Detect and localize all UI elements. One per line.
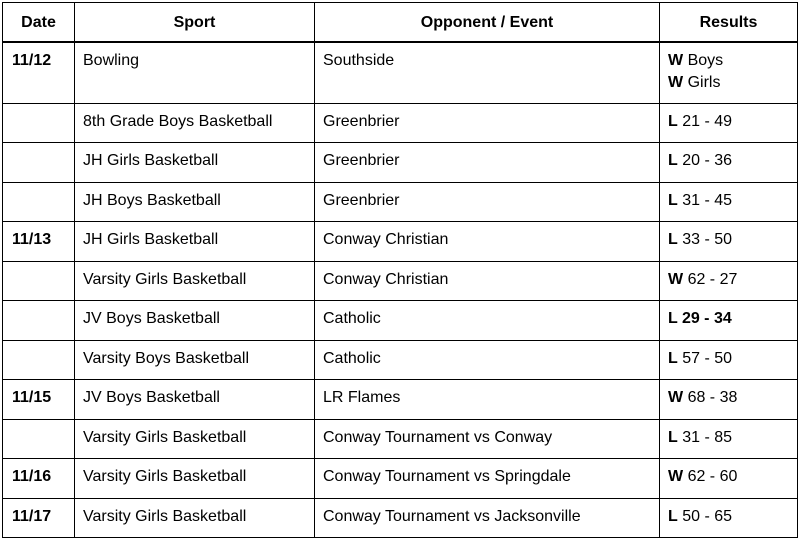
result-line [668,506,789,528]
cell-date [3,419,75,459]
cell-opponent: Greenbrier [315,103,660,143]
cell-results [660,498,798,538]
cell-opponent: Catholic [315,301,660,341]
result-outcome: L [668,231,678,248]
cell-sport: JH Girls Basketball [75,143,315,183]
table-row [3,380,798,420]
result-outcome: L [668,310,678,327]
table-body [3,42,798,538]
result-line [668,269,789,291]
cell-opponent: Conway Tournament vs Conway [315,419,660,459]
cell-sport: JH Boys Basketball [75,182,315,222]
cell-results [660,459,798,499]
cell-date: 11/16 [3,459,75,499]
result-detail: 21 - 49 [682,112,733,130]
cell-opponent: Greenbrier [315,182,660,222]
result-line [668,50,789,72]
result-line [668,229,789,251]
result-detail: 31 - 85 [682,428,733,446]
cell-date [3,182,75,222]
result-line [668,308,789,330]
table-row [3,340,798,380]
cell-results [660,380,798,420]
cell-date [3,103,75,143]
table-row [3,42,798,103]
result-outcome: L [668,112,678,130]
cell-opponent: Southside [315,42,660,103]
cell-date: 11/13 [3,222,75,262]
cell-sport: 8th Grade Boys Basketball [75,103,315,143]
cell-results [660,222,798,262]
result-detail: 68 - 38 [687,389,738,406]
cell-opponent: Conway Tournament vs Jacksonville [315,498,660,538]
result-outcome: W [668,468,684,485]
result-detail: 62 - 60 [687,468,738,485]
result-line [668,427,789,449]
result-detail: 50 - 65 [682,507,733,525]
cell-opponent: Conway Tournament vs Springdale [315,459,660,499]
cell-sport: Varsity Girls Basketball [75,498,315,538]
result-outcome: L [668,428,678,446]
result-detail: Boys [687,52,724,69]
cell-results [660,261,798,301]
cell-date [3,261,75,301]
cell-sport: Varsity Girls Basketball [75,261,315,301]
table-row [3,419,798,459]
result-detail: Girls [687,74,721,91]
cell-opponent: Greenbrier [315,143,660,183]
result-detail: 57 - 50 [682,349,733,367]
cell-date: 11/15 [3,380,75,420]
result-line [668,111,789,133]
cell-opponent: Catholic [315,340,660,380]
cell-sport: Varsity Girls Basketball [75,459,315,499]
cell-sport: Varsity Girls Basketball [75,419,315,459]
cell-results [660,182,798,222]
result-detail: 20 - 36 [682,152,733,169]
cell-opponent: Conway Christian [315,261,660,301]
cell-date: 11/17 [3,498,75,538]
table-row [3,222,798,262]
table-row [3,459,798,499]
header-row [3,3,798,43]
result-detail: 29 - 34 [681,310,732,327]
header-results: Results [660,3,798,43]
result-line [668,348,789,370]
cell-date: 11/12 [3,42,75,103]
header-date: Date [3,3,75,43]
cell-sport: JH Girls Basketball [75,222,315,262]
cell-date [3,340,75,380]
cell-results [660,340,798,380]
cell-results [660,143,798,183]
cell-sport: JV Boys Basketball [75,380,315,420]
results-table [2,2,798,538]
cell-opponent: LR Flames [315,380,660,420]
table-row [3,498,798,538]
result-line [668,190,789,212]
cell-results [660,42,798,103]
cell-sport: Bowling [75,42,315,103]
header-opponent: Opponent / Event [315,3,660,43]
result-detail: 33 - 50 [682,231,733,248]
cell-opponent: Conway Christian [315,222,660,262]
result-detail: 31 - 45 [682,191,733,209]
result-detail: 62 - 27 [687,270,738,288]
result-outcome: W [668,74,684,91]
result-outcome: L [668,152,678,169]
result-outcome: L [668,349,678,367]
result-line [668,387,789,409]
result-line [668,466,789,488]
cell-date [3,301,75,341]
result-outcome: W [668,270,684,288]
result-outcome: W [668,389,684,406]
result-outcome: L [668,191,678,209]
cell-results [660,103,798,143]
table-row [3,103,798,143]
table-row [3,143,798,183]
result-outcome: L [668,507,678,525]
header-sport: Sport [75,3,315,43]
cell-results [660,301,798,341]
cell-results [660,419,798,459]
table-row [3,301,798,341]
result-line [668,72,789,94]
cell-sport: JV Boys Basketball [75,301,315,341]
cell-date [3,143,75,183]
cell-sport: Varsity Boys Basketball [75,340,315,380]
result-outcome: W [668,52,684,69]
result-line [668,150,789,172]
table-row [3,261,798,301]
table-row [3,182,798,222]
